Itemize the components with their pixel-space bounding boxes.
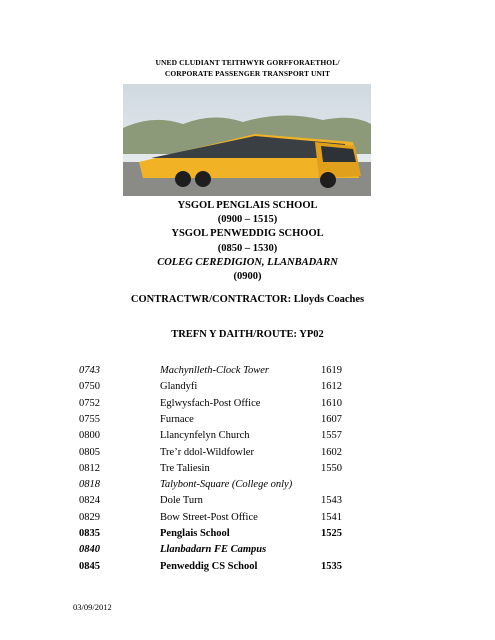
stop-name: Tre’r ddol-Wildfowler — [160, 446, 254, 458]
afternoon-time: 1541 — [321, 511, 342, 523]
footer-date: 03/09/2012 — [73, 602, 112, 612]
stop-name: Penweddig CS School — [160, 560, 258, 572]
stop-name: Llancynfelyn Church — [160, 430, 250, 442]
college-time: (0900) — [233, 271, 262, 282]
bus-wheel — [175, 171, 191, 187]
bus-wheel — [320, 172, 336, 188]
timetable-row — [0, 430, 495, 446]
stop-name: Penglais School — [160, 528, 230, 539]
morning-time: 0835 — [79, 528, 100, 539]
school-name-penweddig: YSGOL PENWEDDIG SCHOOL — [171, 228, 324, 239]
stop-name: Dole Turn — [160, 495, 203, 507]
timetable-row — [0, 528, 495, 544]
route-line: TREFN Y DAITH/ROUTE: YP02 — [171, 329, 324, 340]
timetable-row — [0, 479, 495, 495]
timetable-row — [0, 447, 495, 463]
stop-name: Tre Taliesin — [160, 462, 210, 474]
afternoon-time: 1525 — [321, 528, 342, 539]
morning-time: 0840 — [79, 544, 100, 556]
stop-name: Bow Street-Post Office — [160, 511, 258, 523]
college-name: COLEG CEREDIGION, LLANBADARN — [157, 257, 338, 268]
timetable-row — [0, 398, 495, 414]
morning-time: 0845 — [79, 560, 100, 572]
morning-time: 0750 — [79, 381, 100, 393]
morning-time: 0812 — [79, 462, 100, 474]
afternoon-time: 1607 — [321, 413, 342, 425]
stop-name: Machynlleth-Clock Tower — [160, 365, 269, 376]
afternoon-time: 1610 — [321, 397, 342, 409]
timetable-row — [0, 544, 495, 560]
morning-time: 0818 — [79, 479, 100, 491]
unit-title-welsh: UNED CLUDIANT TEITHWYR GORFFORAETHOL/ — [155, 58, 340, 67]
stop-name: Talybont-Square (College only) — [160, 479, 293, 491]
bus-wheel — [195, 171, 211, 187]
timetable-row — [0, 381, 495, 397]
afternoon-time: 1619 — [321, 365, 342, 376]
morning-time: 0755 — [79, 413, 100, 425]
afternoon-time: 1543 — [321, 495, 342, 507]
timetable-row — [0, 495, 495, 511]
morning-time: 0805 — [79, 446, 100, 458]
morning-time: 0800 — [79, 430, 100, 442]
timetable-row — [0, 512, 495, 528]
afternoon-time: 1535 — [321, 560, 342, 572]
timetable-row — [0, 365, 495, 381]
bus-photo — [123, 84, 371, 196]
timetable-row — [0, 414, 495, 430]
afternoon-time: 1550 — [321, 462, 342, 474]
stop-name: Llanbadarn FE Campus — [160, 544, 267, 556]
stop-name: Glandyfi — [160, 381, 198, 393]
school-times-penweddig: (0850 – 1530) — [217, 243, 278, 254]
afternoon-time: 1557 — [321, 430, 342, 442]
morning-time: 0824 — [79, 495, 100, 507]
morning-time: 0752 — [79, 397, 100, 409]
contractor-line: CONTRACTWR/CONTRACTOR: Lloyds Coaches — [130, 294, 365, 305]
timetable-row — [0, 463, 495, 479]
school-name-penglais: YSGOL PENGLAIS SCHOOL — [177, 200, 318, 211]
stop-name: Furnace — [160, 413, 194, 425]
stop-name: Eglwysfach-Post Office — [160, 397, 261, 409]
afternoon-time: 1612 — [321, 381, 342, 393]
timetable-row — [0, 561, 495, 577]
morning-time: 0743 — [79, 365, 100, 376]
school-times-penglais: (0900 – 1515) — [217, 214, 278, 225]
afternoon-time: 1602 — [321, 446, 342, 458]
unit-title-english: CORPORATE PASSENGER TRANSPORT UNIT — [164, 69, 331, 78]
morning-time: 0829 — [79, 511, 100, 523]
